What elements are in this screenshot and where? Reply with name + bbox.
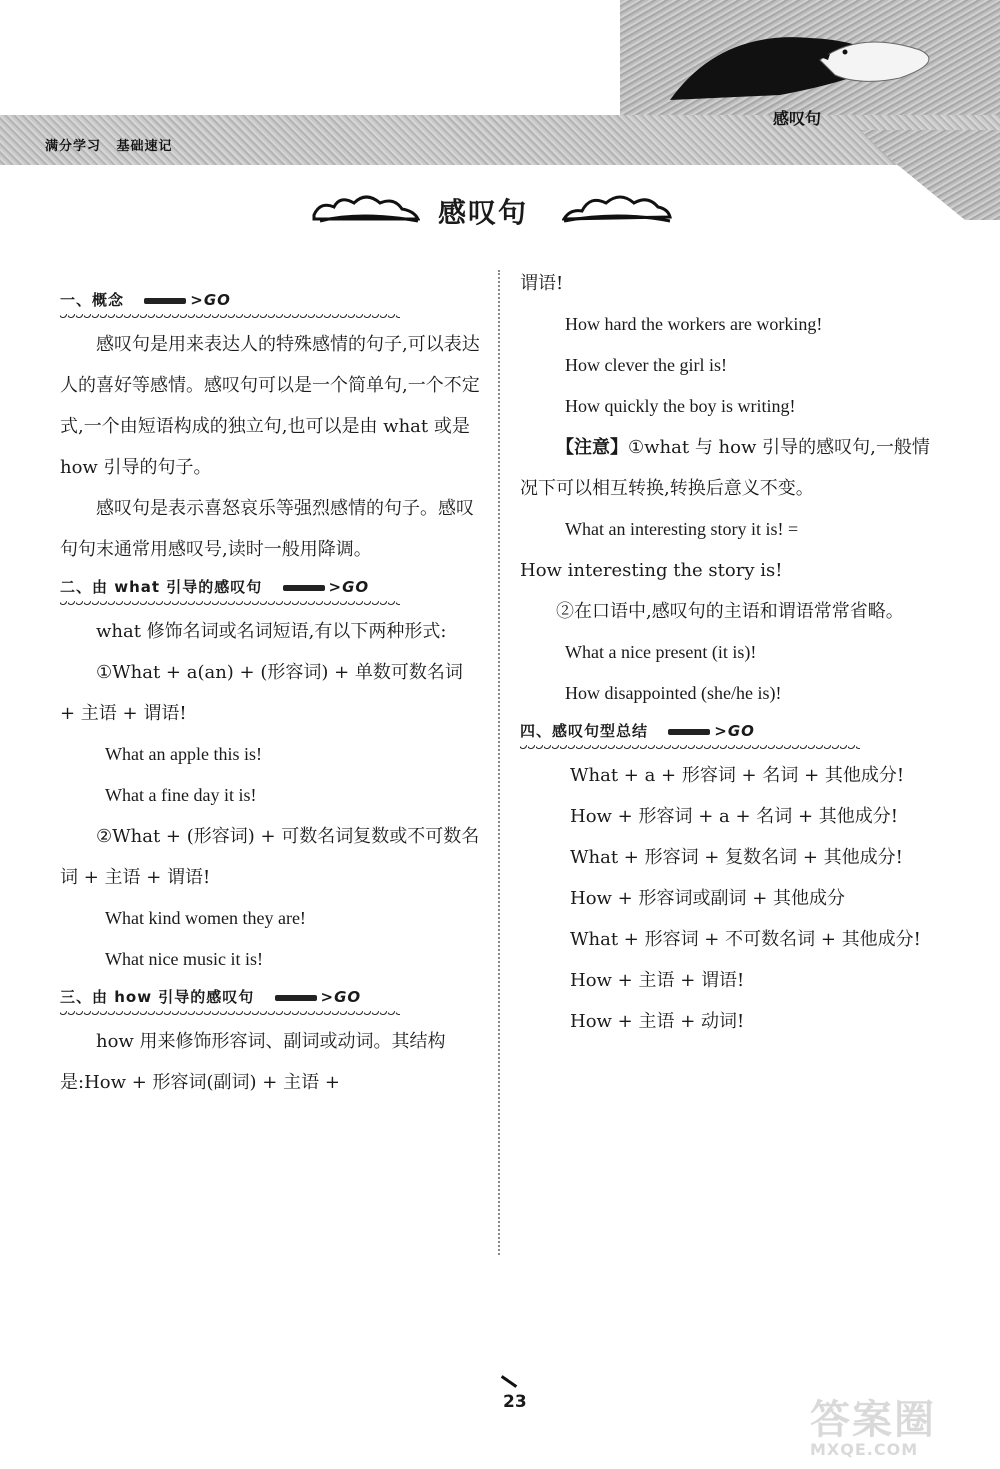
note-paragraph: ②在口语中,感叹句的主语和谓语常常省略。 — [556, 601, 904, 622]
go-marker: >GO — [275, 980, 362, 1014]
page-number: 23 — [503, 1392, 527, 1412]
page-title-block — [310, 185, 670, 235]
wavy-underline — [60, 1011, 400, 1017]
example-sentence: How disappointed (she/he is)! — [565, 683, 782, 703]
bird-icon — [660, 20, 960, 110]
section-heading-text: 一、概念 — [60, 291, 125, 309]
wavy-underline — [60, 601, 400, 607]
section-heading-summary — [520, 714, 945, 755]
watermark — [810, 1397, 990, 1460]
wavy-underline — [60, 314, 400, 320]
note-text: ①what 与 how 引导的感叹句,一般情况下可以相互转换,转换后意义不变。 — [520, 437, 930, 499]
go-marker: >GO — [144, 283, 231, 317]
summary-pattern: What + 形容词 + 不可数名词 + 其他成分! — [570, 929, 921, 950]
summary-pattern: How + 主语 + 动词! — [570, 1011, 745, 1032]
example-sentence: What nice music it is! — [105, 949, 263, 969]
summary-pattern: How + 形容词或副词 + 其他成分 — [570, 888, 845, 909]
note-tag: 【注意】 — [556, 437, 628, 458]
example-sentence: What an interesting story it is! = — [565, 519, 799, 539]
paragraph-continuation: 谓语! — [520, 273, 564, 294]
summary-pattern: What + a + 形容词 + 名词 + 其他成分! — [570, 765, 905, 786]
example-sentence: How hard the workers are working! — [565, 314, 823, 334]
example-sentence: What kind women they are! — [105, 908, 306, 928]
example-sentence: How clever the girl is! — [565, 355, 727, 375]
page-number-slash — [501, 1375, 517, 1388]
section-heading-concept — [60, 283, 480, 324]
example-sentence: What a fine day it is! — [105, 785, 257, 805]
paragraph: 感叹句是表示喜怒哀乐等强烈感情的句子。感叹句句末通常用感叹号,读时一般用降调。 — [60, 498, 474, 560]
cloud-ornament-left-icon — [310, 189, 420, 227]
grammar-form: ①What + a(an) + (形容词) + 单数可数名词 + 主语 + 谓语! — [60, 662, 463, 724]
cloud-ornament-right-icon — [562, 189, 672, 227]
right-column — [520, 263, 945, 1042]
section-heading-how — [60, 980, 480, 1021]
watermark-text: 答案圈 — [810, 1397, 936, 1443]
header-label-2: 基础速记 — [116, 139, 173, 154]
go-marker: >GO — [283, 570, 370, 604]
go-marker: >GO — [668, 714, 755, 748]
go-label: GO — [727, 722, 755, 740]
note-paragraph — [520, 427, 945, 509]
section-heading-text: 三、由 how 引导的感叹句 — [60, 988, 255, 1006]
section-heading-text: 二、由 what 引导的感叹句 — [60, 578, 263, 596]
page-title: 感叹句 — [438, 196, 529, 229]
paragraph: how 用来修饰形容词、副词或动词。其结构是:How + 形容词(副词) + 主语 + — [60, 1031, 446, 1093]
left-column — [60, 283, 480, 1103]
watermark-url: MXQE.COM — [810, 1440, 919, 1459]
column-divider — [498, 270, 500, 1255]
summary-pattern: How + 形容词 + a + 名词 + 其他成分! — [570, 806, 899, 827]
header-chapter-label: 感叹句 — [773, 109, 822, 128]
grammar-form: ②What + (形容词) + 可数名词复数或不可数名词 + 主语 + 谓语! — [60, 826, 480, 888]
paragraph: 感叹句是用来表达人的特殊感情的句子,可以表达人的喜好等感情。感叹句可以是一个简单句,一个不定式,一个由短语构成的独立句,也可以是由 what 或是 how 引导的句子。 — [60, 334, 480, 478]
paragraph: what 修饰名词或名词短语,有以下两种形式: — [96, 621, 447, 642]
example-sentence: How interesting the story is! — [520, 560, 783, 581]
go-label: GO — [342, 578, 370, 596]
section-heading-what — [60, 570, 480, 611]
section-heading-text: 四、感叹句型总结 — [520, 722, 649, 740]
wavy-underline — [520, 745, 860, 751]
header-label-1: 满分学习 — [45, 139, 102, 154]
branch-decoration — [860, 130, 1000, 220]
example-sentence: What a nice present (it is)! — [565, 642, 757, 662]
header-series-label — [45, 135, 183, 154]
go-label: GO — [334, 988, 362, 1006]
summary-pattern: How + 主语 + 谓语! — [570, 970, 745, 991]
example-sentence: How quickly the boy is writing! — [565, 396, 796, 416]
go-label: GO — [203, 291, 231, 309]
example-sentence: What an apple this is! — [105, 744, 262, 764]
summary-pattern: What + 形容词 + 复数名词 + 其他成分! — [570, 847, 903, 868]
